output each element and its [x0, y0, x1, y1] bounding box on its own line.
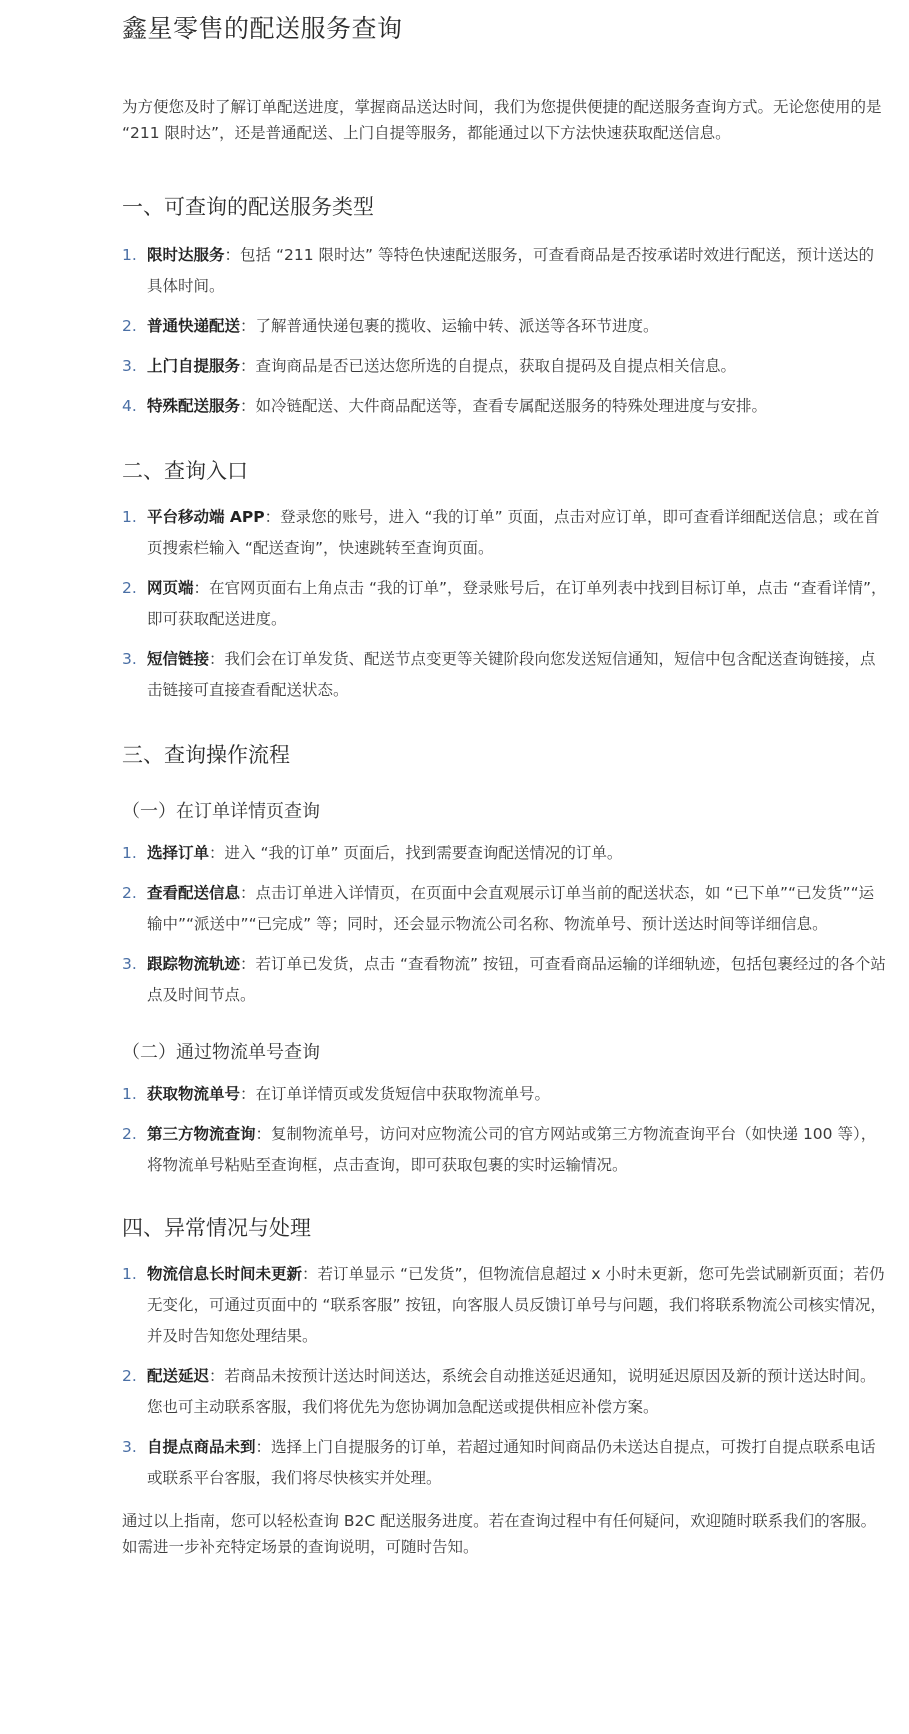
section-heading-exceptions: 四、异常情况与处理 — [122, 1216, 311, 1240]
list-text: ：在官网页面右上角点击 “我的订单”，登录账号后，在订单列表中找到目标订单，点击 “查看详情”，即可获取配送进度。 — [147, 579, 887, 628]
order-detail-steps-list — [122, 838, 889, 1011]
list-item — [122, 949, 889, 1011]
list-item — [122, 502, 889, 564]
list-text: ：登录您的账号，进入 “我的订单” 页面，点击对应订单，即可查看详细配送信息；或在首页搜索栏输入 “配送查询”，快速跳转至查询页面。 — [147, 508, 880, 557]
list-text: ：选择上门自提服务的订单，若超过通知时间商品仍未送达自提点，可拨打自提点联系电话或联系平台客服，我们将尽快核实并处理。 — [147, 1438, 876, 1487]
list-number: 4. — [122, 397, 137, 415]
list-text: ：若订单已发货，点击 “查看物流” 按钮，可查看商品运输的详细轨迹，包括包裹经过的各个站点及时间节点。 — [147, 955, 886, 1004]
list-number: 2. — [122, 579, 137, 597]
query-entry-list — [122, 502, 889, 706]
list-term: 网页端 — [147, 579, 194, 597]
list-item — [122, 1432, 889, 1494]
list-term: 跟踪物流轨迹 — [147, 955, 241, 973]
list-number: 1. — [122, 246, 137, 264]
closing-paragraph: 通过以上指南，您可以轻松查询 B2C 配送服务进度。若在查询过程中有任何疑问，欢迎随时联系我们的客服。如需进一步补充特定场景的查询说明，可随时告知。 — [122, 1512, 877, 1556]
subsection-heading-order-detail: （一）在订单详情页查询 — [122, 801, 320, 822]
list-item — [122, 644, 889, 706]
subsection-heading-tracking-number: （二）通过物流单号查询 — [122, 1042, 320, 1063]
exceptions-list — [122, 1259, 889, 1494]
list-term: 选择订单 — [147, 844, 210, 862]
list-text: ：点击订单进入详情页，在页面中会直观展示订单当前的配送状态，如 “已下单”“已发货”“运输中”“派送中”“已完成” 等；同时，还会显示物流公司名称、物流单号、预计送达时间等详细信息。 — [147, 884, 875, 933]
list-text: ：我们会在订单发货、配送节点变更等关键阶段向您发送短信通知，短信中包含配送查询链接，点击链接可直接查看配送状态。 — [147, 650, 876, 699]
list-number: 2. — [122, 884, 137, 902]
list-text: ：复制物流单号，访问对应物流公司的官方网站或第三方物流查询平台（如快递 100 等），将物流单号粘贴至查询框，点击查询，即可获取包裹的实时运输情况。 — [147, 1125, 877, 1174]
list-term: 查看配送信息 — [147, 884, 241, 902]
list-item — [122, 391, 889, 422]
list-number: 1. — [122, 1085, 137, 1103]
intro-paragraph: 为方便您及时了解订单配送进度，掌握商品送达时间，我们为您提供便捷的配送服务查询方式。无论您使用的是 “211 限时达”，还是普通配送、上门自提等服务，都能通过以下方法快速获取配送信息。 — [122, 98, 882, 142]
list-item — [122, 240, 889, 302]
list-number: 2. — [122, 317, 137, 335]
list-text: ：查询商品是否已送达您所选的自提点，获取自提码及自提点相关信息。 — [240, 357, 737, 375]
tracking-number-steps-list — [122, 1079, 889, 1181]
list-term: 特殊配送服务 — [147, 397, 241, 415]
page-title: 鑫星零售的配送服务查询 — [122, 14, 403, 43]
list-term: 限时达服务 — [147, 246, 225, 264]
list-term: 物流信息长时间未更新 — [147, 1265, 303, 1283]
list-term: 上门自提服务 — [147, 357, 241, 375]
list-number: 2. — [122, 1125, 137, 1143]
list-number: 3. — [122, 1438, 137, 1456]
list-term: 普通快递配送 — [147, 317, 241, 335]
section-heading-query-entry: 二、查询入口 — [122, 459, 248, 483]
list-term: 平台移动端 APP — [147, 508, 265, 526]
list-text: ：若订单显示 “已发货”，但物流信息超过 x 小时未更新，您可先尝试刷新页面；若仍无变化，可通过页面中的 “联系客服” 按钮，向客服人员反馈订单号与问题，我们将联系物流公司核实情况，并及时告知您处理结果。 — [147, 1265, 886, 1345]
list-number: 2. — [122, 1367, 137, 1385]
list-item — [122, 1119, 889, 1181]
list-item — [122, 878, 889, 940]
list-number: 3. — [122, 650, 137, 668]
list-item — [122, 1259, 889, 1352]
list-item — [122, 1079, 889, 1110]
list-term: 短信链接 — [147, 650, 210, 668]
list-text: ：在订单详情页或发货短信中获取物流单号。 — [240, 1085, 551, 1103]
list-item — [122, 311, 889, 342]
list-text: ：如冷链配送、大件商品配送等，查看专属配送服务的特殊处理进度与安排。 — [240, 397, 768, 415]
list-term: 获取物流单号 — [147, 1085, 241, 1103]
list-term: 自提点商品未到 — [147, 1438, 256, 1456]
list-text: ：进入 “我的订单” 页面后，找到需要查询配送情况的订单。 — [209, 844, 623, 862]
list-text: ：包括 “211 限时达” 等特色快速配送服务，可查看商品是否按承诺时效进行配送，预计送达的具体时间。 — [147, 246, 874, 295]
list-number: 1. — [122, 508, 137, 526]
list-term: 第三方物流查询 — [147, 1125, 256, 1143]
list-number: 3. — [122, 357, 137, 375]
list-number: 3. — [122, 955, 137, 973]
section-heading-query-process: 三、查询操作流程 — [122, 743, 290, 767]
list-item — [122, 573, 889, 635]
list-term: 配送延迟 — [147, 1367, 210, 1385]
list-item — [122, 351, 889, 382]
list-item — [122, 1361, 889, 1423]
section-heading-service-types: 一、可查询的配送服务类型 — [122, 195, 374, 219]
list-item — [122, 838, 889, 869]
list-text: ：若商品未按预计送达时间送达，系统会自动推送延迟通知，说明延迟原因及新的预计送达时间。您也可主动联系客服，我们将优先为您协调加急配送或提供相应补偿方案。 — [147, 1367, 876, 1416]
list-text: ：了解普通快递包裹的揽收、运输中转、派送等各环节进度。 — [240, 317, 659, 335]
service-types-list — [122, 240, 889, 422]
list-number: 1. — [122, 844, 137, 862]
list-number: 1. — [122, 1265, 137, 1283]
